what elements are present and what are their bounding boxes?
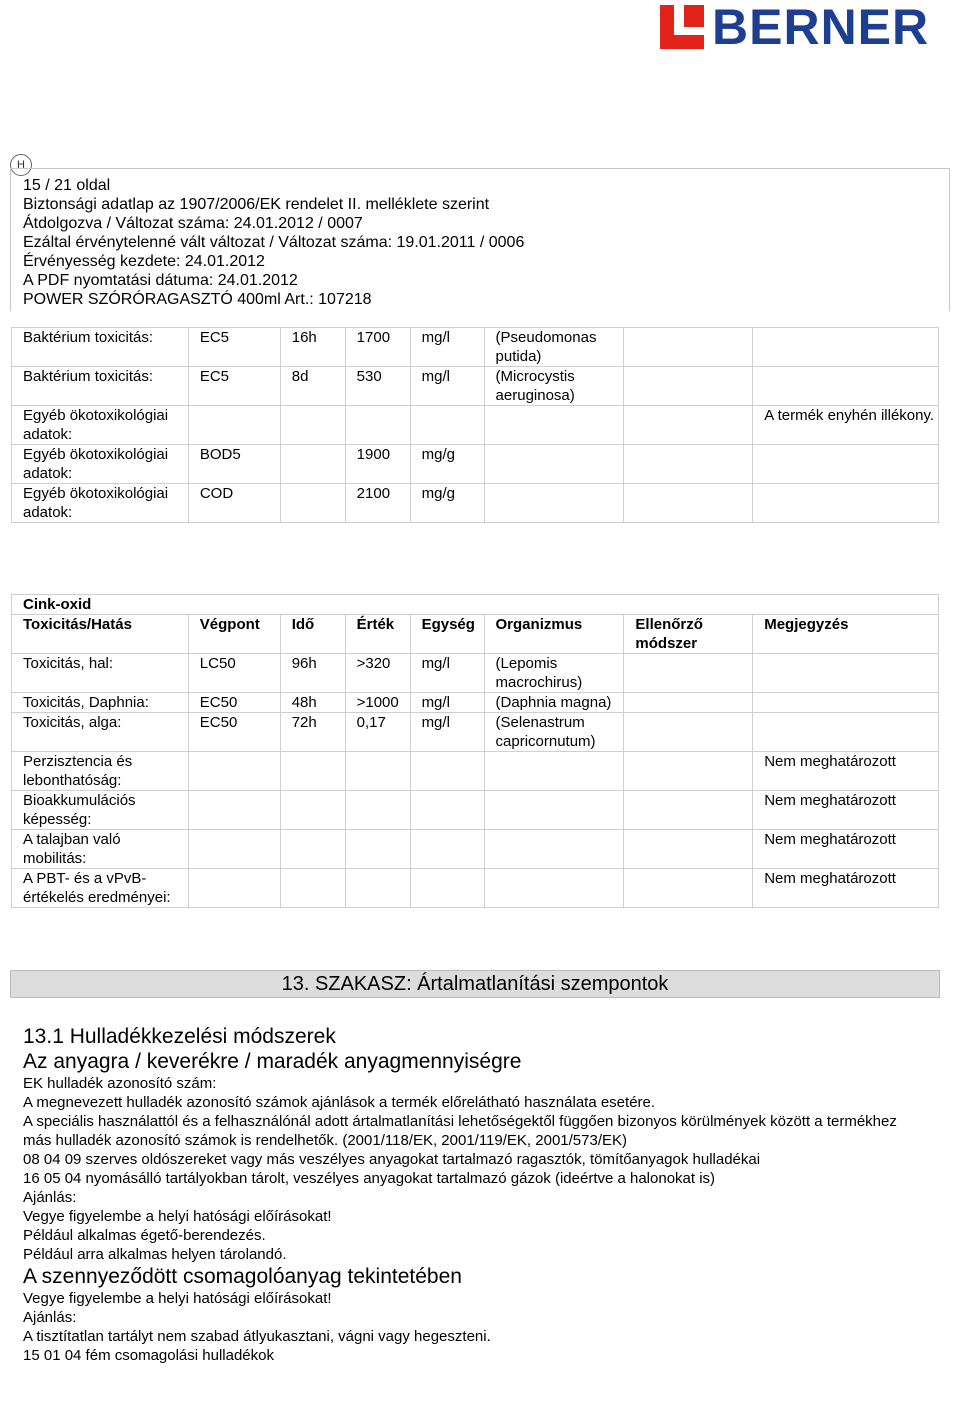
table-cell: 1900 bbox=[345, 445, 410, 484]
table-cell bbox=[280, 869, 345, 908]
table-cell bbox=[624, 654, 753, 693]
table-row bbox=[12, 484, 939, 523]
table-cell: mg/l bbox=[410, 328, 484, 367]
table-row bbox=[12, 791, 939, 830]
table-cell: 72h bbox=[280, 713, 345, 752]
table-cell: Egyéb ökotoxikológiai adatok: bbox=[12, 445, 189, 484]
table-row bbox=[12, 654, 939, 693]
table-cell bbox=[345, 406, 410, 445]
zinc-oxide-table bbox=[11, 594, 939, 908]
table-cell: 16h bbox=[280, 328, 345, 367]
table-cell: COD bbox=[188, 484, 280, 523]
table-cell bbox=[280, 484, 345, 523]
table-cell bbox=[753, 713, 939, 752]
table-cell: >320 bbox=[345, 654, 410, 693]
table-cell bbox=[753, 367, 939, 406]
text-line: EK hulladék azonosító szám: bbox=[23, 1075, 217, 1092]
table-cell: 0,17 bbox=[345, 713, 410, 752]
text-line: 08 04 09 szerves oldószereket vagy más veszélyes anyagokat tartalmazó ragasztók, tömítőanyagok hulladékai bbox=[23, 1151, 761, 1168]
table-cell: Nem meghatározott bbox=[753, 830, 939, 869]
ecotox-table bbox=[11, 327, 939, 523]
logo-mark-icon bbox=[660, 5, 704, 49]
table-cell: mg/l bbox=[410, 713, 484, 752]
table-cell bbox=[484, 406, 624, 445]
table-cell bbox=[753, 693, 939, 713]
table-cell: 96h bbox=[280, 654, 345, 693]
text-line: Ajánlás: bbox=[23, 1189, 77, 1206]
table-cell bbox=[410, 869, 484, 908]
table-cell bbox=[624, 869, 753, 908]
table-cell: 2100 bbox=[345, 484, 410, 523]
table-cell: mg/l bbox=[410, 654, 484, 693]
text-line: Vegye figyelembe a helyi hatósági előírásokat! bbox=[23, 1290, 332, 1307]
table-cell bbox=[624, 484, 753, 523]
table-header-row bbox=[12, 615, 939, 654]
table-cell bbox=[753, 484, 939, 523]
table-cell: Bioakkumulációs képesség: bbox=[12, 791, 189, 830]
table-cell: 48h bbox=[280, 693, 345, 713]
table-row bbox=[12, 869, 939, 908]
table-cell: (Microcystis aeruginosa) bbox=[484, 367, 624, 406]
table-cell bbox=[280, 752, 345, 791]
table-cell bbox=[410, 406, 484, 445]
table-cell: Toxicitás, alga: bbox=[12, 713, 189, 752]
column-header: Idő bbox=[280, 615, 345, 654]
table-row bbox=[12, 328, 939, 367]
table-cell: 8d bbox=[280, 367, 345, 406]
table-row bbox=[12, 445, 939, 484]
table-cell: 1700 bbox=[345, 328, 410, 367]
table-cell bbox=[188, 752, 280, 791]
column-header: Érték bbox=[345, 615, 410, 654]
column-header: Egység bbox=[410, 615, 484, 654]
header-line: 15 / 21 oldal bbox=[23, 177, 111, 194]
table-cell: Nem meghatározott bbox=[753, 791, 939, 830]
subsection-heading: 13.1 Hulladékkezelési módszerek bbox=[23, 1025, 336, 1048]
table-cell: EC5 bbox=[188, 328, 280, 367]
column-header: Toxicitás/Hatás bbox=[12, 615, 189, 654]
text-line: Ajánlás: bbox=[23, 1309, 77, 1326]
table-cell bbox=[484, 445, 624, 484]
table-cell: EC5 bbox=[188, 367, 280, 406]
table-cell: mg/l bbox=[410, 693, 484, 713]
table-cell: Toxicitás, Daphnia: bbox=[12, 693, 189, 713]
table-cell bbox=[484, 484, 624, 523]
table-cell: Baktérium toxicitás: bbox=[12, 328, 189, 367]
text-line: Például arra alkalmas helyen tárolandó. bbox=[23, 1246, 287, 1263]
table-cell: mg/g bbox=[410, 484, 484, 523]
text-line: más hulladék azonosító számok is rendelhetők. (2001/118/EK, 2001/119/EK, 2001/573/EK) bbox=[23, 1132, 627, 1149]
table-cell: Nem meghatározott bbox=[753, 869, 939, 908]
table-cell bbox=[188, 791, 280, 830]
text-line: A tisztítatlan tartályt nem szabad átlyukasztani, vágni vagy hegeszteni. bbox=[23, 1328, 491, 1345]
table-row bbox=[12, 367, 939, 406]
brand-name: BERNER bbox=[712, 0, 930, 55]
table-row bbox=[12, 830, 939, 869]
table-cell: 530 bbox=[345, 367, 410, 406]
table-cell bbox=[484, 791, 624, 830]
column-header: Végpont bbox=[188, 615, 280, 654]
subsection-heading: Az anyagra / keverékre / maradék anyagmennyiségre bbox=[23, 1050, 522, 1073]
text-line: A speciális használattól és a felhasználónál adott ártalmatlanítási lehetőségektől függően bizonyos körülmények között a termékhez bbox=[23, 1113, 897, 1130]
table-cell bbox=[484, 869, 624, 908]
table-cell bbox=[280, 791, 345, 830]
column-header: Ellenőrző módszer bbox=[624, 615, 753, 654]
header-line: Átdolgozva / Változat száma: 24.01.2012 / 0007 bbox=[23, 215, 363, 232]
table-cell: A talajban való mobilitás: bbox=[12, 830, 189, 869]
section-13-body bbox=[23, 1024, 938, 1365]
text-line: Például alkalmas égető-berendezés. bbox=[23, 1227, 266, 1244]
table-cell bbox=[624, 752, 753, 791]
table-cell: >1000 bbox=[345, 693, 410, 713]
table-cell: EC50 bbox=[188, 713, 280, 752]
table-cell bbox=[188, 830, 280, 869]
table-cell bbox=[624, 406, 753, 445]
table-row bbox=[12, 406, 939, 445]
table-cell bbox=[624, 445, 753, 484]
header-line: Érvényesség kezdete: 24.01.2012 bbox=[23, 253, 265, 270]
text-line: Vegye figyelembe a helyi hatósági előírásokat! bbox=[23, 1208, 332, 1225]
table-cell bbox=[624, 791, 753, 830]
table-cell bbox=[280, 445, 345, 484]
document-header bbox=[23, 176, 524, 309]
table-cell bbox=[484, 752, 624, 791]
table-cell: EC50 bbox=[188, 693, 280, 713]
table-cell bbox=[345, 752, 410, 791]
berner-logo bbox=[660, 0, 930, 55]
table-cell bbox=[624, 713, 753, 752]
section-13-heading: 13. SZAKASZ: Ártalmatlanítási szempontok bbox=[10, 970, 940, 998]
table-cell: Baktérium toxicitás: bbox=[12, 367, 189, 406]
table-cell bbox=[345, 830, 410, 869]
subsection-heading: A szennyeződött csomagolóanyag tekintetében bbox=[23, 1265, 462, 1288]
table-row bbox=[12, 693, 939, 713]
text-line: 15 01 04 fém csomagolási hulladékok bbox=[23, 1347, 274, 1364]
table-cell: (Daphnia magna) bbox=[484, 693, 624, 713]
column-header: Megjegyzés bbox=[753, 615, 939, 654]
table-cell: LC50 bbox=[188, 654, 280, 693]
table-row bbox=[12, 713, 939, 752]
header-line: A PDF nyomtatási dátuma: 24.01.2012 bbox=[23, 272, 298, 289]
header-line: POWER SZÓRÓRAGASZTÓ 400ml Art.: 107218 bbox=[23, 291, 372, 308]
table-cell bbox=[410, 791, 484, 830]
table-cell: (Pseudomonas putida) bbox=[484, 328, 624, 367]
table-cell: A PBT- és a vPvB-értékelés eredményei: bbox=[12, 869, 189, 908]
table-cell: Perzisztencia és lebonthatóság: bbox=[12, 752, 189, 791]
table-row bbox=[12, 752, 939, 791]
table-cell: A termék enyhén illékony. bbox=[753, 406, 939, 445]
table-cell bbox=[280, 406, 345, 445]
header-line: Biztonsági adatlap az 1907/2006/EK rendelet II. melléklete szerint bbox=[23, 196, 490, 213]
table-cell: Toxicitás, hal: bbox=[12, 654, 189, 693]
table-cell bbox=[484, 830, 624, 869]
text-line: 16 05 04 nyomásálló tartályokban tárolt, veszélyes anyagokat tartalmazó gázok (ideértve a halonokat is) bbox=[23, 1170, 716, 1187]
table-cell bbox=[753, 654, 939, 693]
table-cell: Egyéb ökotoxikológiai adatok: bbox=[12, 406, 189, 445]
table-cell bbox=[624, 328, 753, 367]
table-cell: (Lepomis macrochirus) bbox=[484, 654, 624, 693]
table-cell bbox=[410, 752, 484, 791]
header-line: Ezáltal érvénytelenné vált változat / Változat száma: 19.01.2011 / 0006 bbox=[23, 234, 525, 251]
table-cell: Egyéb ökotoxikológiai adatok: bbox=[12, 484, 189, 523]
table-cell bbox=[624, 693, 753, 713]
table-cell bbox=[753, 445, 939, 484]
table-cell: mg/g bbox=[410, 445, 484, 484]
table-cell bbox=[753, 328, 939, 367]
table-cell: (Selenastrum capricornutum) bbox=[484, 713, 624, 752]
table-cell bbox=[345, 869, 410, 908]
language-badge: H bbox=[10, 154, 32, 176]
table-cell: Nem meghatározott bbox=[753, 752, 939, 791]
table-cell: mg/l bbox=[410, 367, 484, 406]
table-cell bbox=[410, 830, 484, 869]
table-cell bbox=[280, 830, 345, 869]
table-cell bbox=[188, 869, 280, 908]
table-cell bbox=[345, 791, 410, 830]
text-line: A megnevezett hulladék azonosító számok ajánlások a termék előrelátható használata esetére. bbox=[23, 1094, 656, 1111]
table-cell bbox=[624, 367, 753, 406]
column-header: Organizmus bbox=[484, 615, 624, 654]
table-cell: BOD5 bbox=[188, 445, 280, 484]
table-cell bbox=[624, 830, 753, 869]
table-title: Cink-oxid bbox=[12, 595, 939, 615]
table-cell bbox=[188, 406, 280, 445]
